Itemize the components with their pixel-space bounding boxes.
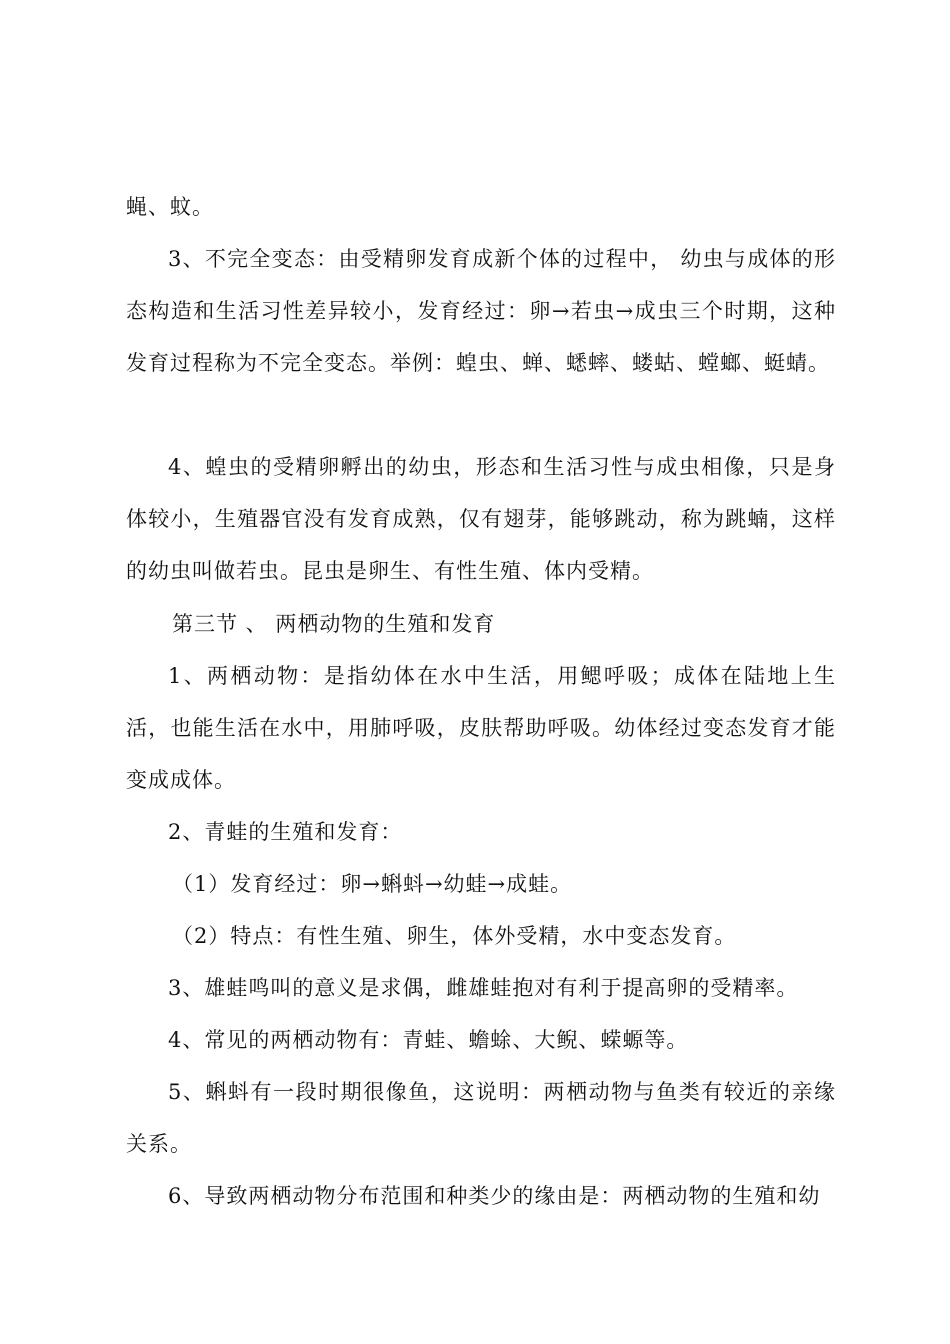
paragraph-common-amphibians: 4、常见的两栖动物有：青蛙、蟾蜍、大鲵、蝾螈等。 [168,1028,689,1052]
paragraph-incomplete-metamorphosis: 3、不完全变态：由受精卵发育成新个体的过程中， 幼虫与成体的形态构造和生活习性差异较小，发育经过：卵→若虫→成虫三个时期，这种发育过程称为不完全变态。举例：蝗虫、蝉、蟋蟀、蝼蛄、螳螂、蜓蜻。 [126,247,836,375]
paragraph-amphibian-definition: 1、两栖动物：是指幼体在水中生活，用鳃呼吸；成体在陆地上生活，也能生活在水中，用肺呼吸，皮肤帮助呼吸。幼体经过变态发育才能变成成体。 [126,664,836,792]
paragraph-flies-mosquitoes: 蝇、蚊。 [126,195,214,219]
paragraph-characteristics: （2）特点：有性生殖、卵生，体外受精，水中变态发育。 [172,924,737,948]
section-heading: 第三节 、 两栖动物的生殖和发育 [172,612,496,636]
paragraph-frog-reproduction: 2、青蛙的生殖和发育： [168,820,403,844]
paragraph-locust-nymph: 4、蝗虫的受精卵孵出的幼虫，形态和生活习性与成虫相像，只是身体较小，生殖器官没有发育成熟，仅有翅芽，能够跳动，称为跳蝻，这样的幼虫叫做若虫。昆虫是卵生、有性生殖、体内受精。 [126,455,836,583]
paragraph-distribution-reason: 6、导致两栖动物分布范围和种类少的缘由是：两栖动物的生殖和幼 [168,1184,821,1208]
paragraph-tadpole-fish: 5、蝌蚪有一段时期很像鱼，这说明：两栖动物与鱼类有较近的亲缘关系。 [126,1080,836,1156]
paragraph-frog-calls: 3、雄蛙鸣叫的意义是求偶，雌雄蛙抱对有利于提高卵的受精率。 [168,976,799,1000]
paragraph-development-process: （1）发育经过：卵→蝌蚪→幼蛙→成蛙。 [172,872,573,896]
